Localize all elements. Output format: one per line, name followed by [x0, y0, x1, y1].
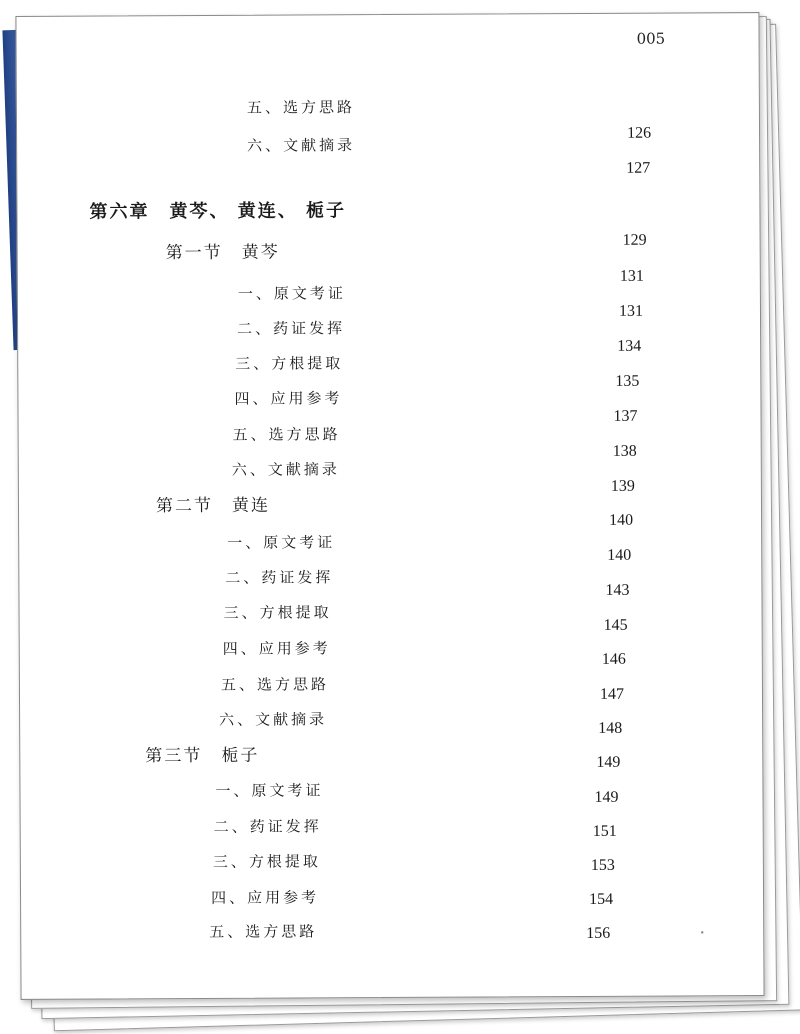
toc-page-ref: 140 [607, 546, 632, 564]
page-number: 005 [636, 29, 666, 48]
toc-item-title: 五、选方思路 [246, 98, 355, 117]
toc-item-title: 四、应用参考 [222, 639, 331, 658]
toc-page-ref: 153 [590, 856, 615, 874]
toc-item-title: 三、方根提取 [235, 354, 344, 373]
toc-page-ref: 135 [615, 372, 640, 390]
toc-page-ref: 143 [605, 581, 630, 599]
print-speck [701, 931, 703, 933]
toc-page [15, 12, 764, 1000]
toc-page-ref: 127 [626, 159, 651, 177]
toc-page-ref: 129 [622, 231, 647, 249]
toc-page-ref: 137 [613, 407, 638, 425]
toc-item-title: 五、选方思路 [209, 922, 318, 941]
toc-page-ref: 148 [598, 719, 623, 737]
toc-page-ref: 149 [594, 788, 619, 806]
toc-page-ref: 146 [601, 650, 626, 668]
toc-item-title: 一、原文考证 [215, 781, 324, 800]
toc-item-title: 二、药证发挥 [213, 817, 322, 836]
toc-page-ref: 131 [618, 302, 644, 320]
toc-item-title: 一、原文考证 [237, 284, 346, 303]
toc-item-title: 六、文献摘录 [247, 136, 356, 155]
toc-item-title: 四、应用参考 [211, 888, 320, 907]
toc-section-title: 第三节 栀子 [145, 745, 260, 767]
toc-page-ref: 138 [612, 442, 637, 460]
toc-page-ref: 145 [603, 616, 628, 634]
toc-item-title: 三、方根提取 [212, 852, 321, 871]
toc-item-title: 一、原文考证 [227, 533, 336, 552]
toc-item-title: 二、药证发挥 [237, 319, 346, 338]
toc-page-ref: 134 [617, 337, 642, 355]
toc-item-title: 五、选方思路 [232, 425, 341, 444]
toc-item-title: 五、选方思路 [220, 675, 329, 694]
toc-section-title: 第一节 黄芩 [165, 242, 280, 264]
toc-chapter-title: 第六章 黄芩、 黄连、 栀子 [89, 200, 347, 223]
toc-page-ref: 139 [610, 477, 635, 495]
toc-item-title: 六、文献摘录 [219, 710, 328, 729]
toc-page-ref: 147 [599, 685, 625, 703]
toc-page-ref: 140 [609, 511, 634, 529]
toc-section-title: 第二节 黄连 [155, 495, 271, 517]
toc-page-ref: 156 [586, 924, 611, 942]
toc-page-ref: 149 [596, 753, 621, 771]
toc-page-ref: 151 [592, 822, 617, 840]
toc-item-title: 三、方根提取 [223, 603, 332, 622]
toc-page-ref: 131 [619, 267, 644, 285]
toc-item-title: 二、药证发挥 [225, 568, 334, 587]
toc-item-title: 六、文献摘录 [231, 460, 340, 479]
toc-page-ref: 126 [627, 124, 652, 142]
toc-item-title: 四、应用参考 [234, 389, 343, 408]
toc-page-ref: 154 [589, 890, 614, 908]
